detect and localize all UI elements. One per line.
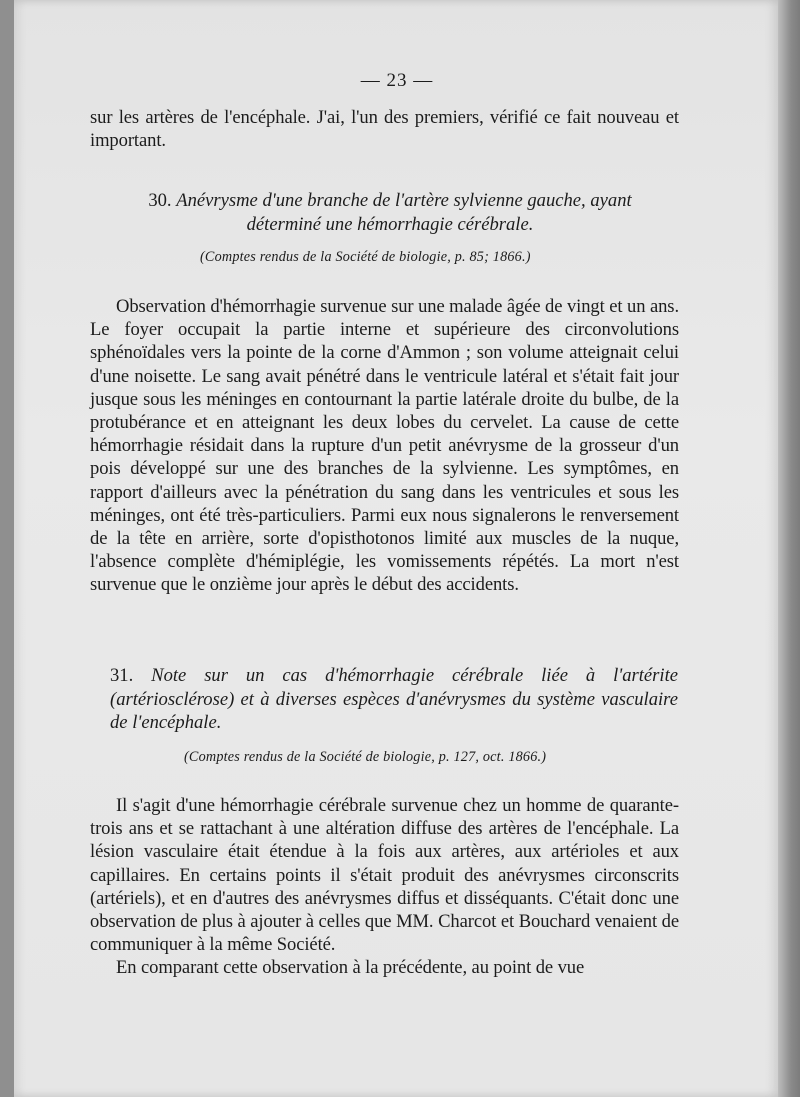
section-30-title: Anévrysme d'une branche de l'artère sylvienne gauche, ayant déterminé une hémorrhagie cérébrale. <box>176 190 632 235</box>
section-30-heading <box>120 189 660 236</box>
section-31-title: Note sur un cas d'hémorrhagie cérébrale liée à l'artérite (artériosclérose) et à diverses espèces d'anévrysmes du système vasculaire de l'encéphale. <box>110 665 678 733</box>
section-31-paragraph-1: Il s'agit d'une hémorrhagie cérébrale survenue chez un homme de quarante-trois ans et se rattachant à une altération diffuse des artères de l'encéphale. La lésion vasculaire était étendue à la fois aux artères, aux artérioles et aux capillaires. En certains points il s'était produit des anévrysmes circonscrits (artériels), et en d'autres des anévrysmes diffus et disséquants. C'était donc une observation de plus à ajouter à celles que MM. Charcot et Bouchard venaient de communiquer à la même Société. <box>90 795 679 956</box>
book-page <box>14 0 780 1097</box>
page-number: — 23 — <box>360 70 434 91</box>
section-31-heading <box>110 664 678 735</box>
section-31-paragraph-2: En comparant cette observation à la précédente, au point de vue <box>116 957 585 979</box>
section-31-body <box>90 794 679 980</box>
section-30-paragraph: Observation d'hémorrhagie survenue sur une malade âgée de vingt et un ans. Le foyer occupait la partie interne et supérieure des circonvolutions sphénoïdales vers la pointe de la corne d'Ammon ; son volume atteignait celui d'une noisette. Le sang avait pénétré dans le ventricule latéral et s'était fait jour jusque sous les méninges en contournant la partie latérale droite du bulbe, de la protubérance et en atteignant les deux lobes du cervelet. La cause de cette hémorrhagie résidait dans la rupture d'un petit anévrysme de la grosseur d'un pois développé sur une des branches de la sylvienne. Les symptômes, en rapport d'ailleurs avec la pénétration du sang dans les ventricules et sous les méninges, ont été très-particuliers. Parmi eux nous signalerons le renversement de la tête en arrière, sorte d'opisthotonos limité aux muscles de la nuque, l'absence complète d'hémiplégie, les vomissements répétés. La mort n'est survenue que le onzième jour après le début des accidents. <box>90 296 679 596</box>
intro-paragraph <box>90 106 679 152</box>
intro-text: sur les artères de l'encéphale. J'ai, l'un des premiers, vérifié ce fait nouveau et important. <box>90 107 679 152</box>
section-30-source: (Comptes rendus de la Société de biologie, p. 85; 1866.) <box>200 249 531 265</box>
scan-edge <box>778 0 800 1097</box>
section-30-body <box>90 295 679 597</box>
section-31-number: 31. <box>110 665 134 686</box>
section-30-number: 30. <box>148 190 172 211</box>
section-31-source: (Comptes rendus de la Société de biologie, p. 127, oct. 1866.) <box>184 749 547 765</box>
